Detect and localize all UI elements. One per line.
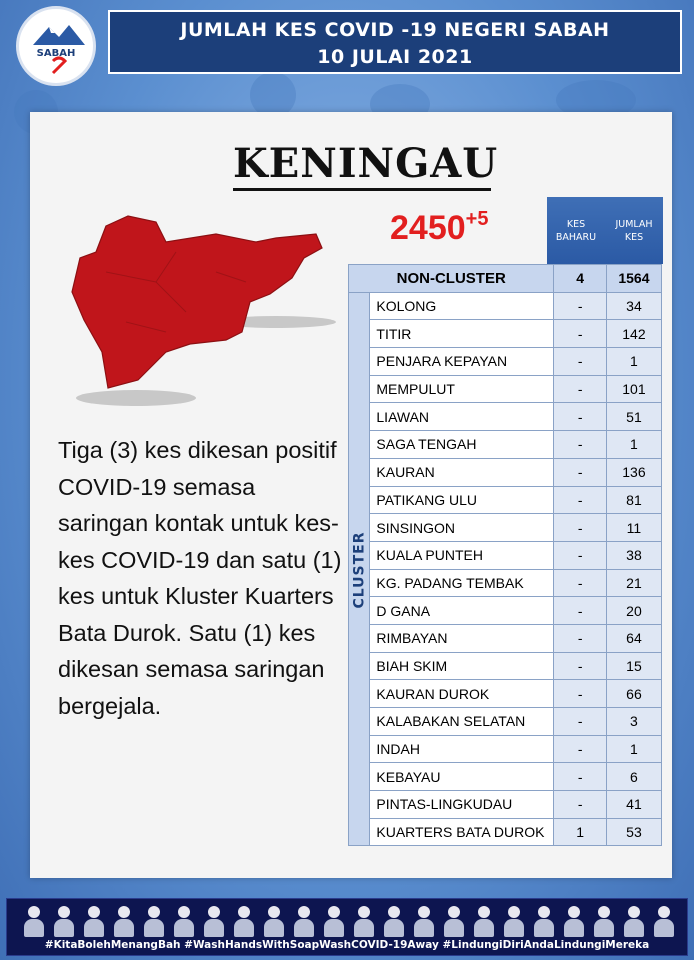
- table-row: [349, 597, 662, 625]
- person-icon: [291, 902, 317, 938]
- cluster-new: -: [554, 708, 606, 736]
- cluster-name: KAURAN DUROK: [370, 680, 554, 708]
- person-icon: [471, 902, 497, 938]
- cluster-total: 15: [606, 652, 661, 680]
- cluster-new: -: [554, 292, 606, 320]
- cluster-new: -: [554, 763, 606, 791]
- cluster-new: 1: [554, 818, 606, 846]
- cluster-total: 51: [606, 403, 661, 431]
- district-map: [66, 212, 336, 412]
- person-icon: [261, 902, 287, 938]
- footer-banner: [6, 898, 688, 956]
- person-icon: [21, 902, 47, 938]
- table-row: [349, 541, 662, 569]
- person-icon: [621, 902, 647, 938]
- footer-hashtags: #KitaBolehMenangBah #WashHandsWithSoapWashCOVID-19Away #LindungiDiriAndaLindungiMereka: [44, 939, 650, 951]
- cluster-new: -: [554, 652, 606, 680]
- cluster-name: PATIKANG ULU: [370, 486, 554, 514]
- cluster-total: 38: [606, 541, 661, 569]
- cluster-new: -: [554, 680, 606, 708]
- table-row: [349, 292, 662, 320]
- cluster-total: 34: [606, 292, 661, 320]
- total-increase: +5: [465, 208, 489, 230]
- table-row: [349, 763, 662, 791]
- cluster-total: 6: [606, 763, 661, 791]
- table-row: [349, 735, 662, 763]
- total-value: 2450: [390, 209, 466, 247]
- cluster-new: -: [554, 486, 606, 514]
- header-title: JUMLAH KES COVID -19 NEGERI SABAH: [180, 19, 610, 41]
- table-row: [349, 486, 662, 514]
- cluster-label-text: CLUSTER: [352, 531, 369, 609]
- district-title: KENINGAU: [233, 140, 491, 191]
- cases-table: [348, 264, 662, 846]
- table-row: [349, 569, 662, 597]
- person-icon: [351, 902, 377, 938]
- total-cases: [390, 208, 488, 248]
- description-text: Tiga (3) kes dikesan positif COVID-19 semasa saringan kontak untuk kes-kes COVID-19 dan satu (1) kes untuk Kluster Kuarters Bata Durok. Satu (1) kes dikesan semasa saringan bergejala.: [58, 437, 342, 719]
- non-cluster-new: 4: [554, 265, 606, 293]
- person-icon: [381, 902, 407, 938]
- cluster-name: TITIR: [370, 320, 554, 348]
- person-icon: [51, 902, 77, 938]
- non-cluster-row: [349, 265, 662, 293]
- table-row: [349, 431, 662, 459]
- cluster-total: 64: [606, 624, 661, 652]
- table-row: [349, 458, 662, 486]
- cluster-name: KUALA PUNTEH: [370, 541, 554, 569]
- person-icon: [651, 902, 677, 938]
- cluster-total: 136: [606, 458, 661, 486]
- header-date: 10 JULAI 2021: [317, 46, 473, 68]
- cluster-new: -: [554, 541, 606, 569]
- cluster-name: INDAH: [370, 735, 554, 763]
- cluster-new: -: [554, 403, 606, 431]
- person-icon: [441, 902, 467, 938]
- cluster-total: 20: [606, 597, 661, 625]
- cluster-total: 1: [606, 735, 661, 763]
- person-icon: [411, 902, 437, 938]
- page-header: [108, 10, 682, 74]
- person-icon: [321, 902, 347, 938]
- table-row: [349, 348, 662, 376]
- cluster-new: -: [554, 514, 606, 542]
- cluster-name: KAURAN: [370, 458, 554, 486]
- cluster-new: -: [554, 431, 606, 459]
- cluster-name: SINSINGON: [370, 514, 554, 542]
- table-row: [349, 680, 662, 708]
- cluster-total: 81: [606, 486, 661, 514]
- person-icon: [201, 902, 227, 938]
- cluster-total: 41: [606, 791, 661, 819]
- cluster-name: PENJARA KEPAYAN: [370, 348, 554, 376]
- non-cluster-label: NON-CLUSTER: [349, 265, 554, 293]
- cluster-name: D GANA: [370, 597, 554, 625]
- cluster-total: 3: [606, 708, 661, 736]
- cluster-name: KUARTERS BATA DUROK: [370, 818, 554, 846]
- cluster-name: SAGA TENGAH: [370, 431, 554, 459]
- cluster-name: RIMBAYAN: [370, 624, 554, 652]
- table-row: [349, 818, 662, 846]
- cluster-new: -: [554, 569, 606, 597]
- cluster-new: -: [554, 348, 606, 376]
- person-icon: [171, 902, 197, 938]
- non-cluster-total: 1564: [606, 265, 661, 293]
- column-header-total: JUMLAH KES: [605, 197, 663, 264]
- table-row: [349, 320, 662, 348]
- person-icon: [501, 902, 527, 938]
- person-icon: [591, 902, 617, 938]
- table-row: [349, 708, 662, 736]
- cluster-new: -: [554, 320, 606, 348]
- frontliner-figures: [21, 902, 677, 938]
- cluster-new: -: [554, 791, 606, 819]
- cluster-total: 53: [606, 818, 661, 846]
- cluster-name: KG. PADANG TEMBAK: [370, 569, 554, 597]
- person-icon: [531, 902, 557, 938]
- cluster-new: -: [554, 375, 606, 403]
- cluster-total: 1: [606, 431, 661, 459]
- table-row: [349, 514, 662, 542]
- cluster-total: 66: [606, 680, 661, 708]
- cluster-label: [350, 520, 370, 620]
- cluster-name: MEMPULUT: [370, 375, 554, 403]
- person-icon: [111, 902, 137, 938]
- cluster-total: 142: [606, 320, 661, 348]
- person-icon: [141, 902, 167, 938]
- table-row: [349, 403, 662, 431]
- person-icon: [231, 902, 257, 938]
- logo-label: SABAH: [36, 48, 76, 59]
- cluster-name: KOLONG: [370, 292, 554, 320]
- table-row: [349, 375, 662, 403]
- cluster-total: 101: [606, 375, 661, 403]
- table-row: [349, 791, 662, 819]
- table-row: [349, 624, 662, 652]
- person-icon: [561, 902, 587, 938]
- cluster-total: 21: [606, 569, 661, 597]
- cluster-name: PINTAS-LINGKUDAU: [370, 791, 554, 819]
- cluster-name: BIAH SKIM: [370, 652, 554, 680]
- table-row: [349, 652, 662, 680]
- cluster-new: -: [554, 624, 606, 652]
- sabah-logo: [16, 6, 96, 86]
- cluster-total: 11: [606, 514, 661, 542]
- cluster-total: 1: [606, 348, 661, 376]
- cluster-name: KEBAYAU: [370, 763, 554, 791]
- column-header-new: KES BAHARU: [547, 197, 605, 264]
- cluster-new: -: [554, 597, 606, 625]
- cluster-new: -: [554, 735, 606, 763]
- cluster-new: -: [554, 458, 606, 486]
- cluster-name: LIAWAN: [370, 403, 554, 431]
- person-icon: [81, 902, 107, 938]
- cluster-name: KALABAKAN SELATAN: [370, 708, 554, 736]
